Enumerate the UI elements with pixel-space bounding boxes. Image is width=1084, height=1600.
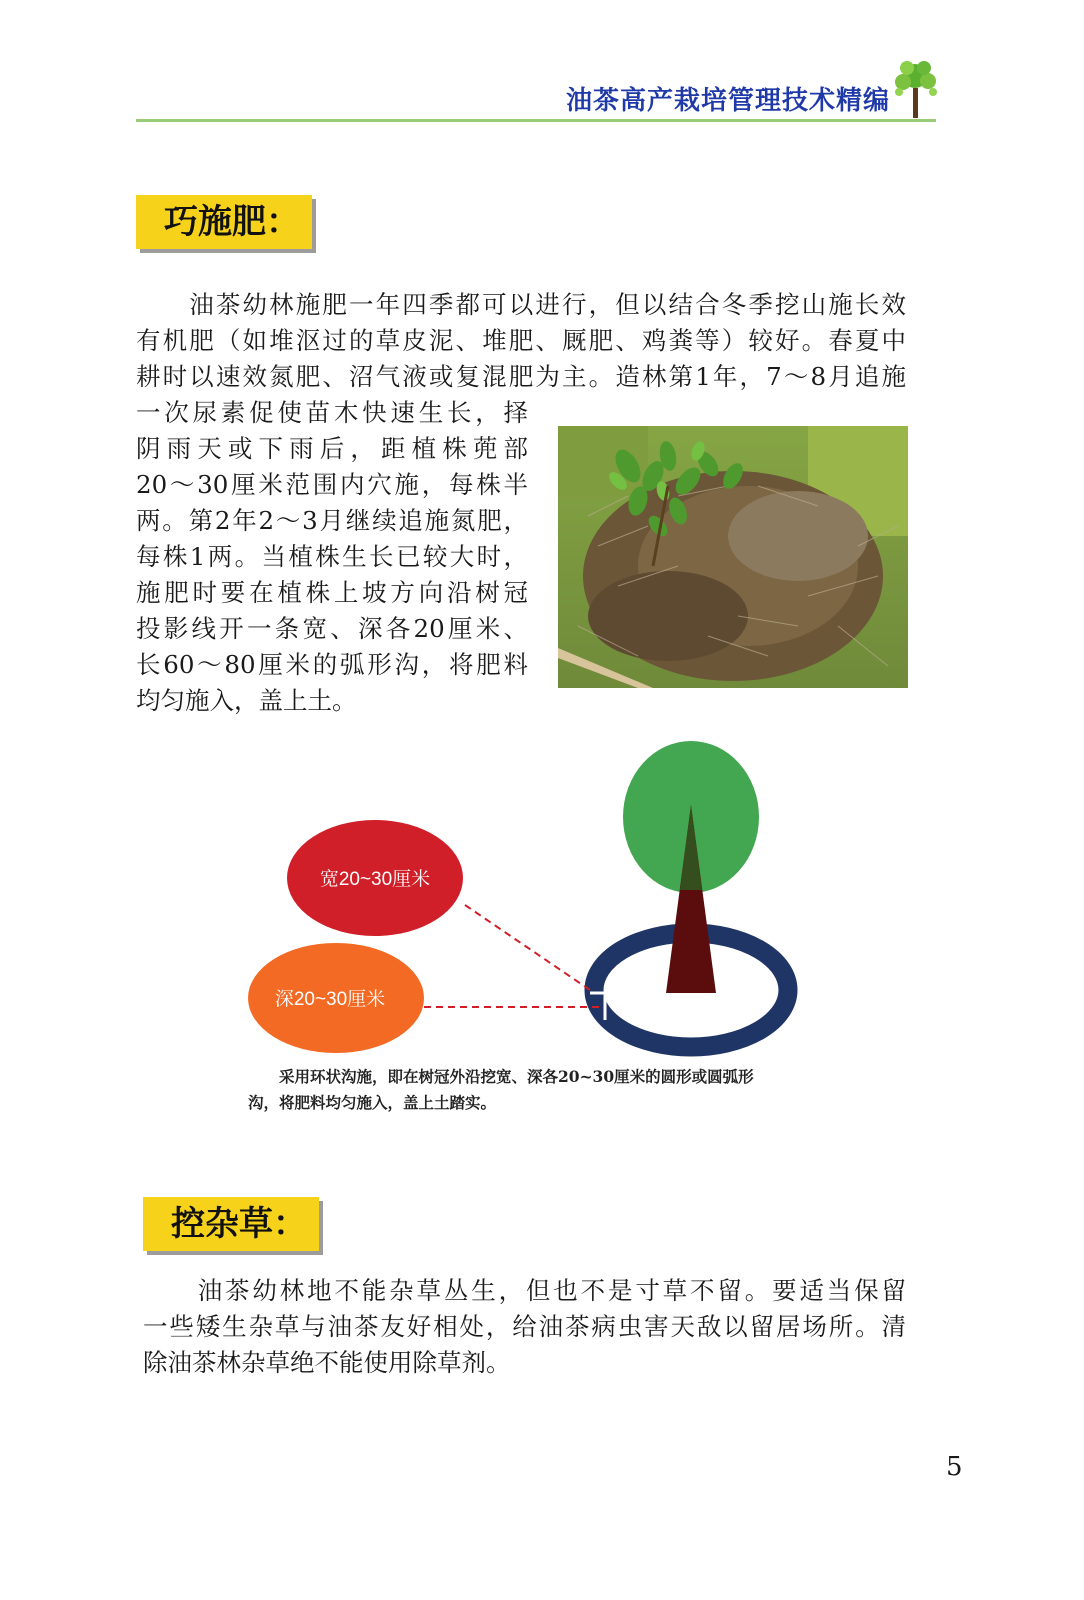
seedling-fertilizer-photo bbox=[558, 426, 908, 688]
header-rule bbox=[136, 119, 936, 122]
caption-line: 采用环状沟施，即在树冠外沿挖宽、深各20~30厘米的圆形或圆弧形 bbox=[248, 1067, 754, 1086]
paragraph-line: 一些矮生杂草与油茶友好相处，给油茶病虫害天敌以留居场所。清 bbox=[143, 1312, 906, 1341]
width-leader-line bbox=[465, 905, 590, 990]
page-number: 5 bbox=[946, 1452, 963, 1482]
ring-trench-diagram bbox=[240, 735, 810, 1065]
tree-logo-icon bbox=[893, 58, 939, 120]
paragraph-line: 投影线开一条宽、深各20厘米、 bbox=[136, 614, 528, 643]
paragraph-line: 耕时以速效氮肥、沼气液或复混肥为主。造林第1年，7～8月追施 bbox=[136, 362, 906, 391]
paragraph-line: 有机肥（如堆沤过的草皮泥、堆肥、厩肥、鸡粪等）较好。春夏中 bbox=[136, 326, 906, 355]
paragraph-line: 一次尿素促使苗木快速生长，择 bbox=[136, 398, 528, 427]
paragraph-line: 均匀施入，盖上土。 bbox=[136, 686, 357, 715]
running-header-title: 油茶高产栽培管理技术精编 bbox=[565, 86, 890, 116]
paragraph-line: 除油茶林杂草绝不能使用除草剂。 bbox=[143, 1348, 511, 1377]
paragraph-line: 长60～80厘米的弧形沟，将肥料 bbox=[136, 650, 528, 679]
caption-line: 沟，将肥料均匀施入，盖上土踏实。 bbox=[248, 1093, 497, 1112]
section-tag-fertilizing: 巧施肥： bbox=[136, 195, 312, 249]
paragraph-line: 两。第2年2～3月继续追施氮肥， bbox=[136, 506, 528, 535]
paragraph-line: 油茶幼林地不能杂草丛生，但也不是寸草不留。要适当保留 bbox=[143, 1276, 906, 1305]
depth-label: 深20~30厘米 bbox=[274, 989, 386, 1010]
section-tag-weeding: 控杂草： bbox=[143, 1197, 319, 1251]
diagram-caption bbox=[248, 1064, 808, 1116]
paragraph-line: 油茶幼林施肥一年四季都可以进行，但以结合冬季挖山施长效 bbox=[136, 290, 906, 319]
paragraph-line: 每株1两。当植株生长已较大时， bbox=[136, 542, 528, 571]
paragraph-line: 施肥时要在植株上坡方向沿树冠 bbox=[136, 578, 528, 607]
width-label: 宽20~30厘米 bbox=[319, 869, 431, 890]
paragraph-line: 阴雨天或下雨后，距植株蔸部 bbox=[136, 434, 528, 463]
paragraph-line: 20～30厘米范围内穴施，每株半 bbox=[136, 470, 528, 499]
